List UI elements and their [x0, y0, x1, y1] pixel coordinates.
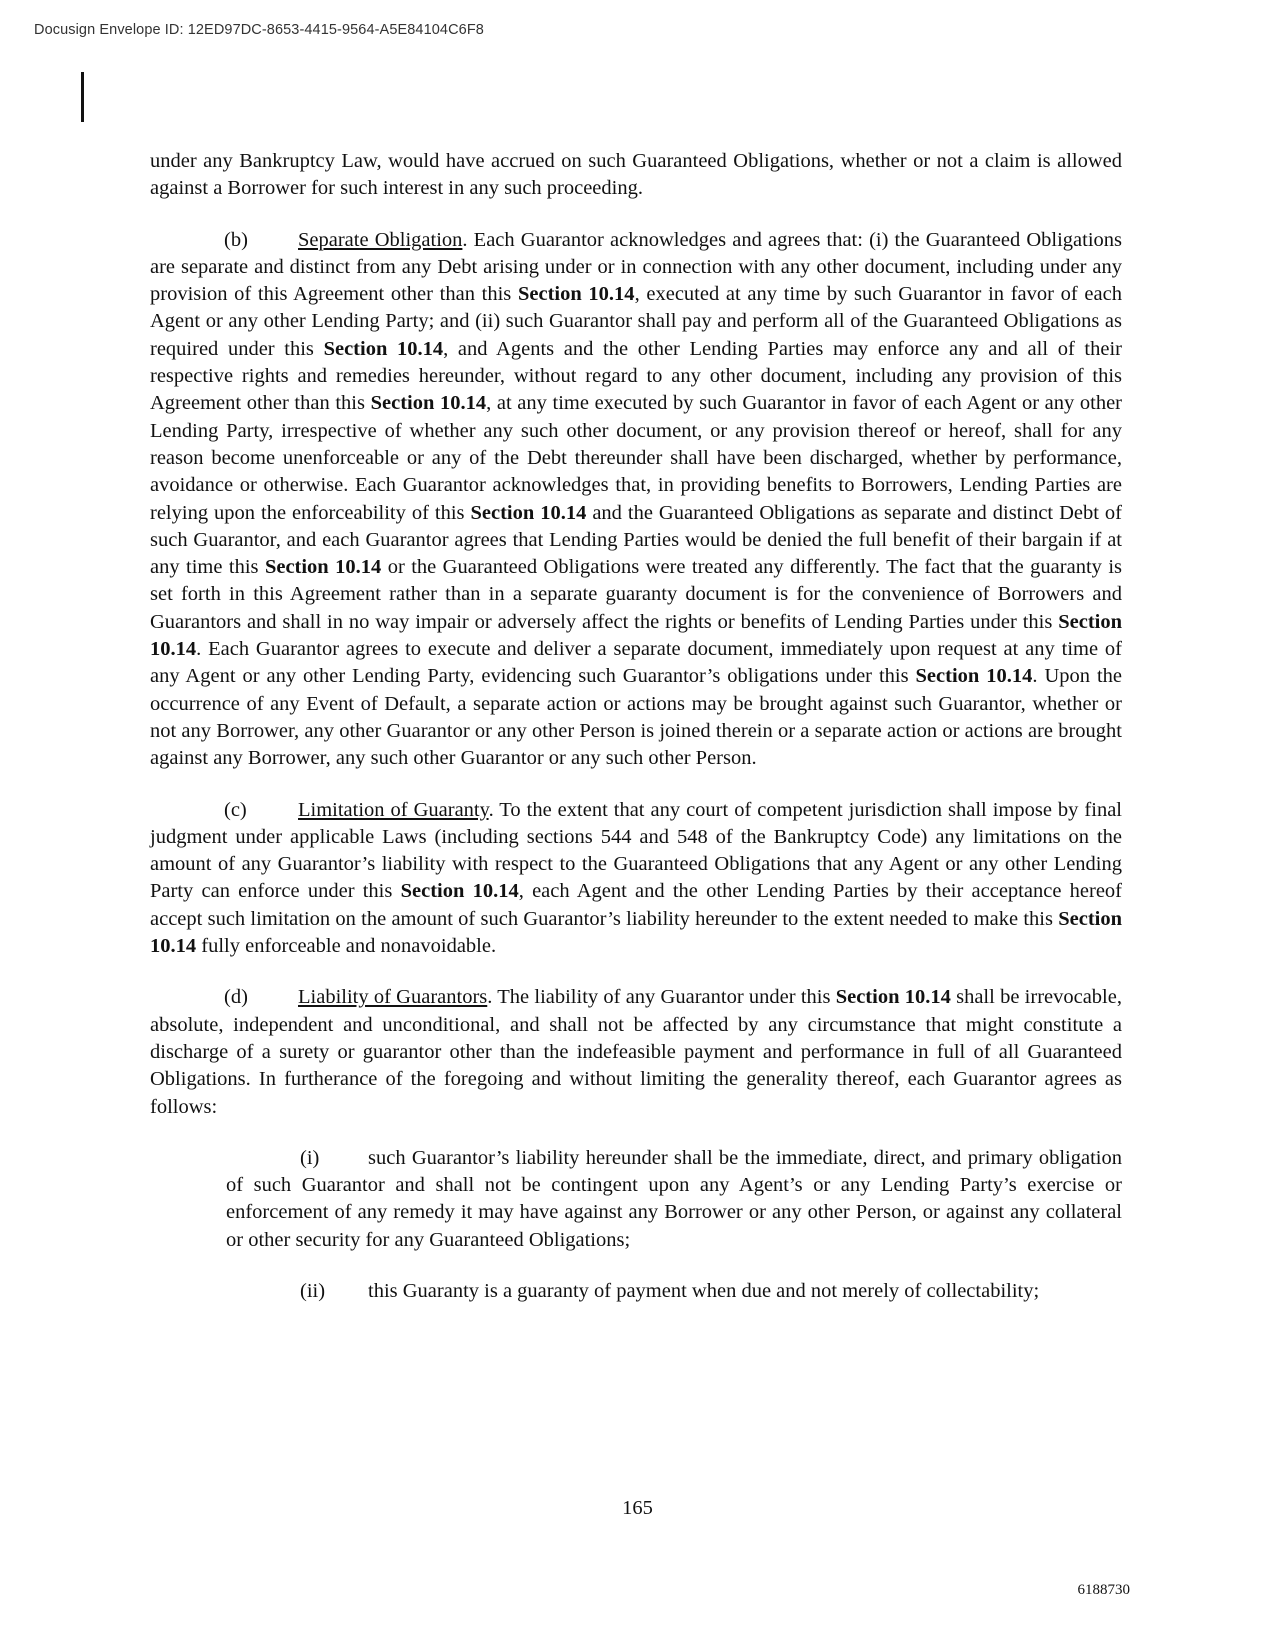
paragraph-c-heading: Limitation of Guaranty — [298, 798, 489, 821]
intro-paragraph: under any Bankruptcy Law, would have accrued on such Guaranteed Obligations, whether or not a claim is allowed against a Borrower for such interest in any such proceeding. — [150, 150, 1122, 200]
paragraph-d-heading: Liability of Guarantors — [298, 986, 488, 1009]
page-number: 165 — [622, 1497, 653, 1519]
paragraph-b-label: (b) — [224, 228, 248, 251]
paragraph-b: (b) Separate Obligation. Each Guarantor acknowledges and agrees that: (i) the Guaranteed Obligations are separate and distinct from any Debt arising under or in connection with any other document, including under any provision of this Agreement other than this Section 10.14, executed at any time by such Guarantor in favor of each Agent or any other Lending Party; and (ii) such Guarantor shall pay and perform all of the Guaranteed Obligations as required under this Section 10.14, and Agents and the other Lending Parties may enforce any and all of their respective rights and remedies hereunder, without regard to any other document, including any provision of this Agreement other than this Section 10.14, at any time executed by such Guarantor in favor of each Agent or any other Lending Party, irrespective of whether any such other document, or any provision thereof or hereof, shall for any reason become unenforceable or any of the Debt thereunder shall have been discharged, whether by performance, avoidance or otherwise. Each Guarantor acknowledges that, in providing benefits to Borrowers, Lending Parties are relying upon the enforceability of this Section 10.14 and the Guaranteed Obligations as separate and distinct Debt of such Guarantor, and each Guarantor agrees that Lending Parties would be denied the full benefit of their bargain if at any time this Section 10.14 or the Guaranteed Obligations were treated any differently. The fact that the guaranty is set forth in this Agreement rather than in a separate guaranty document is for the convenience of Borrowers and Guarantors and shall in no way impair or adversely affect the rights or benefits of Lending Parties under this Section 10.14. Each Guarantor agrees to execute and deliver a separate document, immediately upon request at any time of any Agent or any other Lending Party, evidencing such Guarantor’s obligations under this Section 10.14. Upon the occurrence of any Event of Default, a separate action or actions may be brought against such Guarantor, whether or not any Borrower, any other Guarantor or any other Person is joined therein or a separate action or actions are brought against any Borrower, any such other Guarantor or any such other Person. — [150, 228, 1123, 770]
paragraph-b-heading: Separate Obligation — [298, 228, 463, 251]
docusign-envelope-id: Docusign Envelope ID: 12ED97DC-8653-4415-9564-A5E84104C6F8 — [34, 22, 484, 38]
paragraph-d-ii-label: (ii) — [300, 1279, 326, 1302]
paragraph-d-i-label: (i) — [300, 1146, 320, 1169]
paragraph-d-label: (d) — [224, 986, 248, 1009]
document-number: 6188730 — [1077, 1582, 1130, 1598]
document-body — [150, 148, 1122, 1329]
paragraph-d-ii: (ii) this Guaranty is a guaranty of payment when due and not merely of collectability; — [226, 1278, 1122, 1305]
paragraph-d: (d) Liability of Guarantors. The liability of any Guarantor under this Section 10.14 shall be irrevocable, absolute, independent and unconditional, and shall not be affected by any circumstance that might constitute a discharge of a surety or guarantor other than the indefeasible payment and performance in full of all Guaranteed Obligations. In furtherance of the foregoing and without limiting the generality thereof, each Guarantor agrees as follows: — [150, 986, 1122, 1118]
paragraph-c-label: (c) — [224, 798, 247, 821]
paragraph-c: (c) Limitation of Guaranty. To the extent that any court of competent jurisdiction shall impose by final judgment under applicable Laws (including sections 544 and 548 of the Bankruptcy Code) any limitations on the amount of any Guarantor’s liability with respect to the Guaranteed Obligations that any Agent or any other Lending Party can enforce under this Section 10.14, each Agent and the other Lending Parties by their acceptance hereof accept such limitation on the amount of such Guarantor’s liability hereunder to the extent needed to make this Section 10.14 fully enforceable and nonavoidable. — [150, 798, 1122, 958]
revision-bar — [81, 72, 84, 122]
paragraph-d-i: (i) such Guarantor’s liability hereunder shall be the immediate, direct, and primary obligation of such Guarantor and shall not be contingent upon any Agent’s or any Lending Party’s exercise or enforcement of any remedy it may have against any Borrower or any other Person, or against any collateral or other security for any Guaranteed Obligations; — [226, 1146, 1122, 1251]
